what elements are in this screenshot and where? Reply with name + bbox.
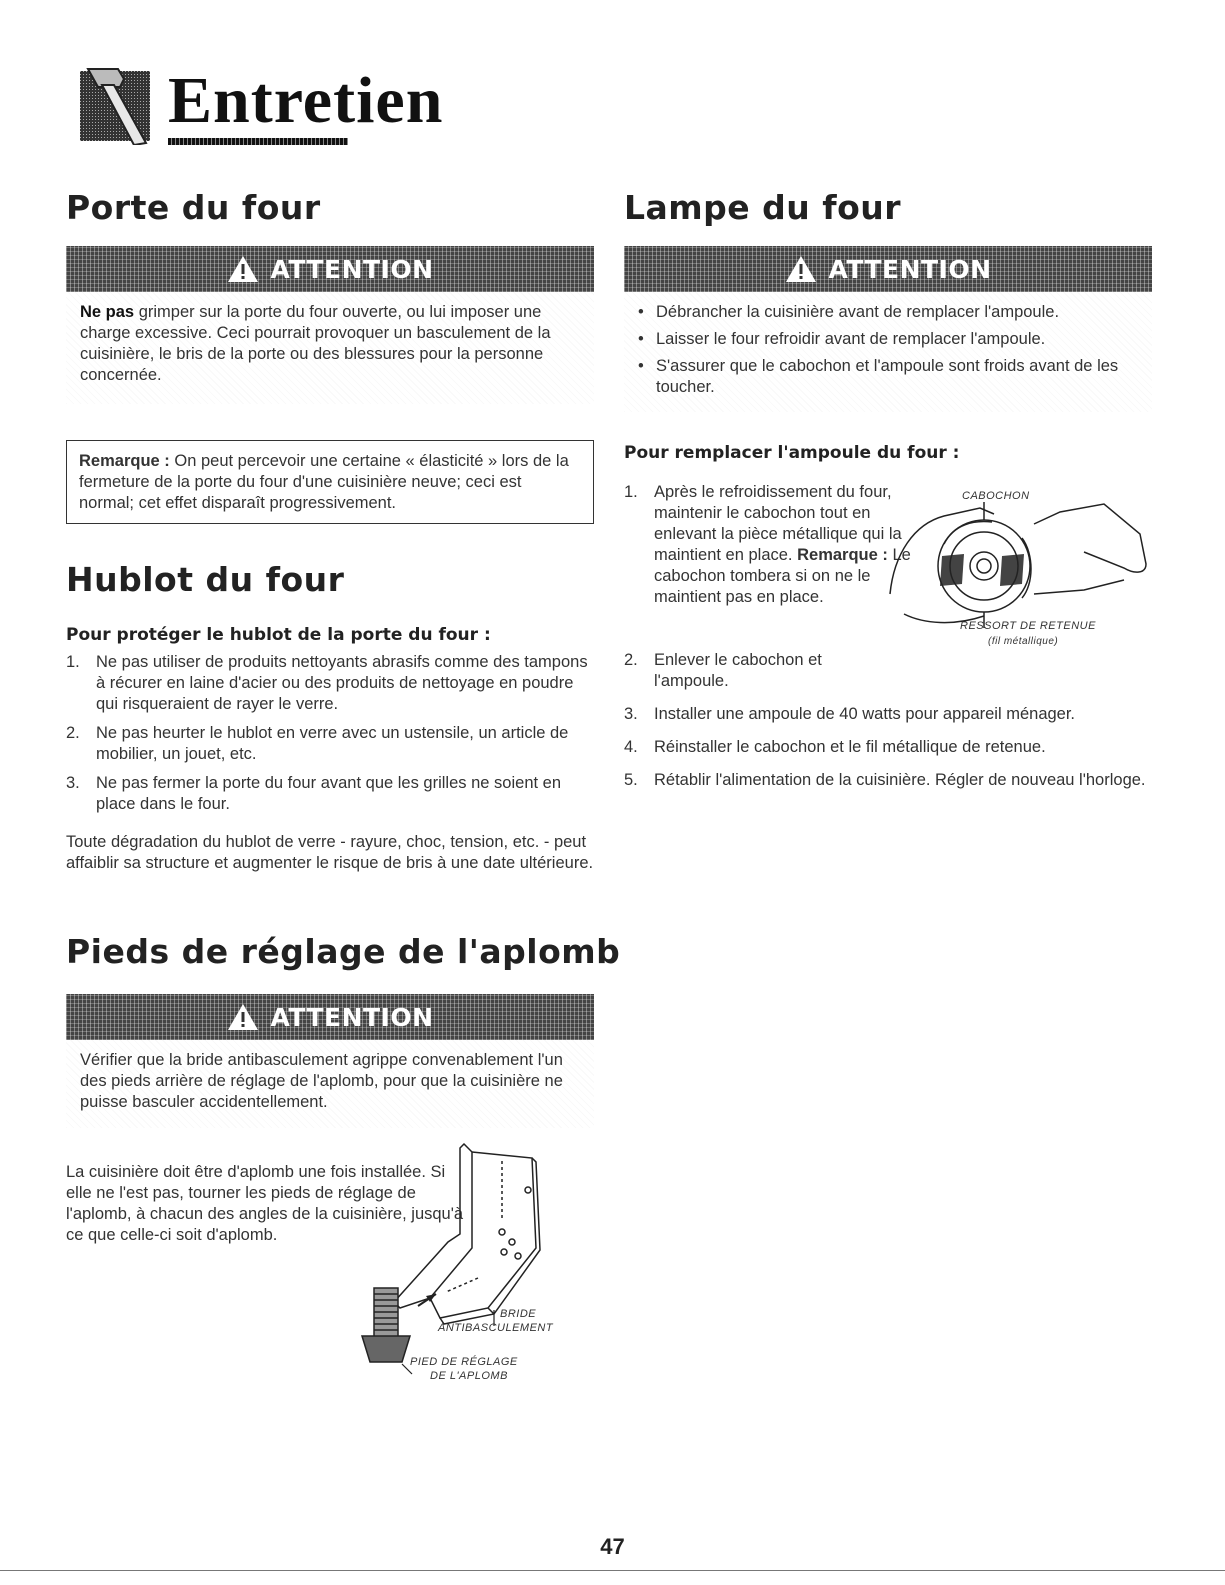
section-title-lampe: Lampe du four	[624, 188, 902, 227]
subtitle-lampe: Pour remplacer l'ampoule du four :	[624, 443, 960, 463]
anti-tip-bracket-figure	[360, 1138, 590, 1388]
label-bride-2: ANTIBASCULEMENT	[438, 1322, 554, 1334]
wrench-icon	[80, 65, 154, 145]
list-item: • S'assurer que le cabochon et l'ampoule sont froids avant de les toucher.	[638, 356, 1138, 398]
hublot-steps	[66, 652, 594, 823]
list-item: 3. Installer une ampoule de 40 watts pour appareil ménager.	[624, 705, 1076, 723]
note-box	[66, 440, 594, 524]
warning-triangle-icon	[226, 254, 260, 284]
list-item: • Laisser le four refroidir avant de remplacer l'ampoule.	[638, 329, 1138, 350]
warning-text: grimper sur la porte du four ouverte, ou lui imposer une charge excessive. Ceci pourrait provoquer un basculement de la cuisinière, le bris de la porte ou des blessures pour la personne concernée.	[80, 303, 551, 384]
attention-label: ATTENTION	[270, 1002, 434, 1032]
note-text: On peut percevoir une certaine « élasticité » lors de la fermeture de la porte du four d'une cuisinière neuve; ceci est normal; cet effet disparaît progressivement.	[79, 452, 569, 512]
attention-banner	[66, 246, 594, 292]
lampe-steps	[624, 650, 1152, 799]
note-lead: Remarque :	[79, 452, 170, 470]
list-item: • Débrancher la cuisinière avant de remplacer l'ampoule.	[638, 302, 1138, 323]
label-pied-1: PIED DE RÉGLAGE	[410, 1356, 518, 1368]
label-fil: (fil métallique)	[988, 636, 1059, 647]
list-item: 4. Réinstaller le cabochon et le fil métallique de retenue.	[624, 738, 1046, 756]
section-title-pieds: Pieds de réglage de l'aplomb	[66, 932, 621, 971]
label-cabochon: CABOCHON	[962, 490, 1030, 502]
warning-triangle-icon	[226, 1002, 260, 1032]
warning-text: Vérifier que la bride antibasculement agrippe convenablement l'un des pieds arrière de réglage de l'aplomb, pour que la cuisinière ne puisse basculer accidentellement.	[80, 1051, 563, 1111]
label-ressort: RESSORT DE RETENUE	[960, 620, 1096, 632]
list-item: 1. Après le refroidissement du four, maintenir le cabochon tout en enlevant la pièce métallique qui la maintient en place. Remarque : Le cabochon tombera si on ne le maintient pas en place.	[624, 483, 911, 606]
attention-label: ATTENTION	[270, 254, 434, 284]
page-title: Entretien	[168, 64, 444, 137]
list-item: 5. Rétablir l'alimentation de la cuisinière. Régler de nouveau l'horloge.	[624, 771, 1146, 789]
label-bride-1: BRIDE	[500, 1308, 537, 1320]
attention-label: ATTENTION	[828, 254, 992, 284]
list-item: 2. Enlever le cabochon et l'ampoule.	[624, 651, 822, 690]
label-pied-2: DE L'APLOMB	[430, 1370, 508, 1382]
page-number: 47	[600, 1534, 625, 1559]
list-item: 1. Ne pas utiliser de produits nettoyants abrasifs comme des tampons à récurer en laine d'acier ou des produits de nettoyage en poudre qui risqueraient de rayer le verre.	[66, 653, 588, 713]
list-item: 2. Ne pas heurter le hublot en verre avec un ustensile, un article de mobilier, un jouet, etc.	[66, 724, 569, 763]
warning-box	[66, 1040, 594, 1128]
section-title-hublot: Hublot du four	[66, 560, 345, 599]
subtitle-hublot: Pour protéger le hublot de la porte du four :	[66, 625, 491, 645]
title-underline	[168, 138, 348, 145]
warning-box	[66, 292, 594, 404]
bottom-rule	[0, 1570, 1225, 1571]
lampe-step-1	[624, 482, 914, 616]
attention-banner	[624, 246, 1152, 292]
attention-banner	[66, 994, 594, 1040]
list-item: 3. Ne pas fermer la porte du four avant que les grilles ne soient en place dans le four.	[66, 774, 562, 813]
hublot-footer-text: Toute dégradation du hublot de verre - rayure, choc, tension, etc. - peut affaiblir sa structure et augmenter le risque de bris à une date ultérieure.	[66, 833, 594, 872]
oven-lamp-figure	[884, 494, 1152, 634]
warning-lead: Ne pas	[80, 303, 135, 321]
warning-box	[624, 292, 1152, 412]
warning-triangle-icon	[784, 254, 818, 284]
pieds-body-text: La cuisinière doit être d'aplomb une fois installée. Si elle ne l'est pas, tourner les pieds de réglage de l'aplomb, à chacun des angles de la cuisinière, jusqu'à ce que celle-ci soit d'aplomb.	[66, 1163, 464, 1244]
section-title-porte: Porte du four	[66, 188, 321, 227]
remarque-lead: Remarque :	[797, 546, 888, 564]
